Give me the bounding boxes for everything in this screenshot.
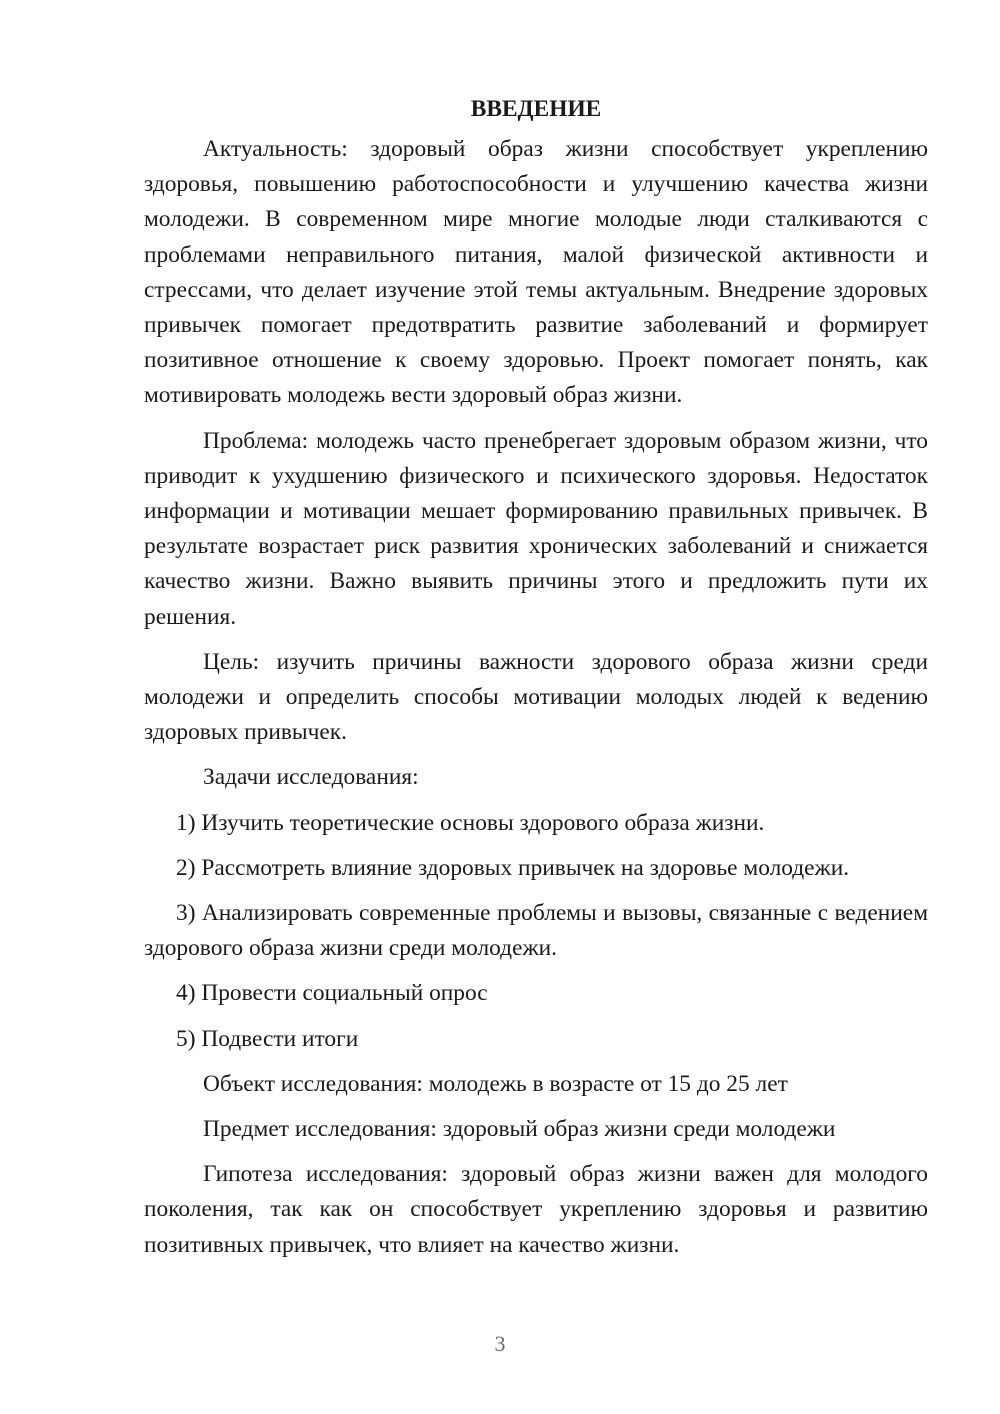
hypothesis-paragraph: Гипотеза исследования: здоровый образ жизни важен для молодого поколения, так как он способствует укреплению здоровья и развитию позитивных привычек, что влияет на качество жизни. bbox=[144, 1161, 928, 1258]
page-number: 3 bbox=[494, 1331, 506, 1356]
task-item-2: 2) Рассмотреть влияние здоровых привычек на здоровье молодежи. bbox=[176, 854, 850, 881]
relevance-paragraph: Актуальность: здоровый образ жизни способствует укреплению здоровья, повышению работоспособности и улучшению качества жизни молодежи. В современном мире многие молодые люди сталкиваются с проблемами неправильного питания, малой физической активности и стрессами, что делает изучение этой темы актуальным. Внедрение здоровых привычек помогает предотвратить развитие заболеваний и формирует позитивное отношение к своему здоровью. Проект помогает понять, как мотивировать молодежь вести здоровый образ жизни. bbox=[144, 136, 928, 409]
task-item-4: 4) Провести социальный опрос bbox=[176, 980, 488, 1007]
page-content bbox=[144, 92, 928, 1273]
task-item-3: 3) Анализировать современные проблемы и вызовы, связанные с ведением здорового образа жизни среди молодежи. bbox=[144, 900, 928, 962]
goal-paragraph: Цель: изучить причины важности здорового образа жизни среди молодежи и определить способы мотивации молодых людей к ведению здоровых привычек. bbox=[144, 648, 928, 746]
tasks-title: Задачи исследования: bbox=[203, 764, 419, 791]
page-title: ВВЕДЕНИЕ bbox=[470, 96, 602, 122]
task-item-5: 5) Подвести итоги bbox=[176, 1025, 359, 1052]
task-item-1: 1) Изучить теоретические основы здорового образа жизни. bbox=[176, 809, 765, 836]
problem-paragraph: Проблема: молодежь часто пренебрегает здоровым образом жизни, что приводит к ухудшению физического и психического здоровья. Недостаток информации и мотивации мешает формированию правильных привычек. В результате возрастает риск развития хронических заболеваний и снижается качество жизни. Важно выявить причины этого и предложить пути их решения. bbox=[144, 427, 928, 630]
research-subject-paragraph: Предмет исследования: здоровый образ жизни среди молодежи bbox=[203, 1116, 836, 1143]
research-object-paragraph: Объект исследования: молодежь в возрасте от 15 до 25 лет bbox=[203, 1070, 788, 1097]
